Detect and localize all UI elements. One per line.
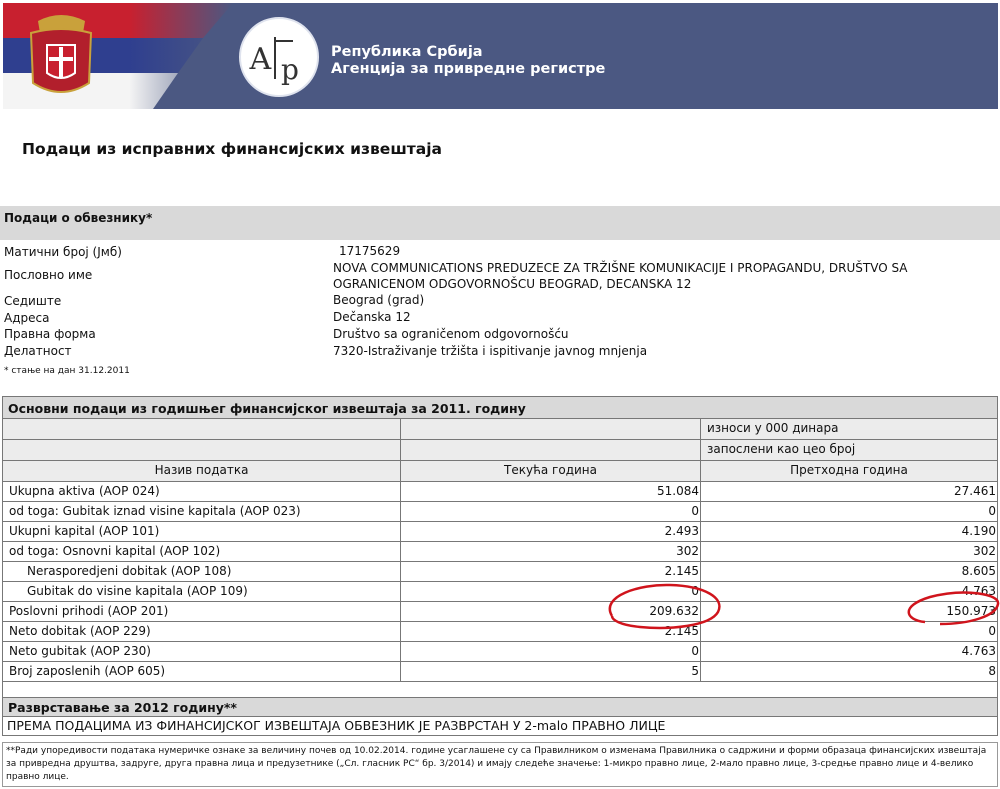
- financial-table: [2, 396, 998, 706]
- table-row-current: 0: [401, 642, 701, 662]
- table-row-label: Ukupna aktiva (AOP 024): [3, 482, 401, 502]
- status-date-note: * стање на дан 31.12.2011: [4, 366, 130, 376]
- banner-title: [331, 44, 605, 78]
- footnote: **Ради упоредивости података нумеричке ознаке за величину почев од 10.02.2014. године усаглашене су са Правилником о изменама Правилника о садржини и форми образаца финансијских извештаја за привредна друштва, задруге, друга правна лица и предузетнике („Сл. гласник РС“ бр. 3/2014) и имају следеће значење: 1-микро правно лице, 2-мало правно лице, 3-средње правно лице и 4-велико правно лице.: [2, 742, 998, 787]
- page-title: Подаци из исправних финансијских извештаја: [22, 140, 442, 158]
- apr-logo: [239, 17, 319, 97]
- table-row-previous: 302: [701, 542, 997, 562]
- table-row-previous: 4.190: [701, 522, 997, 542]
- financial-table-title: Основни подаци из годишњег финансијског извештаја за 2011. годину: [3, 397, 997, 419]
- table-row-previous: 4.763: [701, 582, 997, 602]
- apr-logo-icon: [241, 19, 317, 95]
- company-field-label: Седиште: [4, 294, 62, 308]
- table-row-current: 0: [401, 502, 701, 522]
- company-section-header: Подаци о обвезнику*: [0, 206, 1000, 240]
- company-field-value: 17175629: [339, 244, 401, 258]
- company-field-value: 7320-Istraživanje tržišta i ispitivanje javnog mnjenja: [333, 344, 648, 358]
- empty-cell: [401, 440, 701, 461]
- column-header-previous: Претходна година: [701, 461, 997, 482]
- table-row-label: Neto gubitak (AOP 230): [3, 642, 401, 662]
- table-row-current: 0: [401, 582, 701, 602]
- table-row-previous: 8: [701, 662, 997, 682]
- company-field-label: Правна форма: [4, 327, 96, 341]
- table-row-label: Neto dobitak (AOP 229): [3, 622, 401, 642]
- country-name: Република Србија: [331, 44, 483, 60]
- company-field-value: Dečanska 12: [333, 310, 411, 324]
- units-note: износи у 000 динара: [701, 419, 997, 440]
- table-row-previous: 150.973: [701, 602, 997, 622]
- table-row-current: 209.632: [401, 602, 701, 622]
- table-row-previous: 4.763: [701, 642, 997, 662]
- table-row-label: Ukupni kapital (AOP 101): [3, 522, 401, 542]
- table-row-current: 51.084: [401, 482, 701, 502]
- classification-header: Разврставање за 2012 годину**: [2, 697, 998, 717]
- employees-note: запослени као цео број: [701, 440, 997, 461]
- table-row-previous: 0: [701, 502, 997, 522]
- header-banner: [3, 3, 998, 109]
- company-field-value: NOVA COMMUNICATIONS PREDUZECE ZA TRŽIŠNE KOMUNIKACIJE I PROPAGANDU, DRUŠTVO SA OGRANICENOM ODGOVORNOŠCU BEOGRAD, DECANSKA 12: [333, 261, 908, 291]
- table-row-label: od toga: Gubitak iznad visine kapitala (AOP 023): [3, 502, 401, 522]
- agency-name: Агенција за привредне регистре: [331, 61, 606, 77]
- empty-cell: [3, 440, 401, 461]
- empty-cell: [401, 419, 701, 440]
- table-row-current: 302: [401, 542, 701, 562]
- table-row-label: Broj zaposlenih (AOP 605): [3, 662, 401, 682]
- table-row-label: Gubitak do visine kapitala (AOP 109): [3, 582, 401, 602]
- table-row-previous: 8.605: [701, 562, 997, 582]
- company-field-value: Beograd (grad): [333, 293, 425, 307]
- table-row-label: od toga: Osnovni kapital (AOP 102): [3, 542, 401, 562]
- svg-text:А: А: [249, 42, 272, 77]
- table-row-previous: 27.461: [701, 482, 997, 502]
- column-header-name: Назив податка: [3, 461, 401, 482]
- classification-text: ПРЕМА ПОДАЦИМА ИЗ ФИНАНСИЈСКОГ ИЗВЕШТАЈА ОБВЕЗНИК ЈЕ РАЗВРСТАН У 2-malo ПРАВНО ЛИЦЕ: [2, 717, 998, 736]
- company-field-label: Делатност: [4, 344, 72, 358]
- column-header-current: Текућа година: [401, 461, 701, 482]
- table-row-current: 2.493: [401, 522, 701, 542]
- table-row-current: 2.145: [401, 622, 701, 642]
- company-field-label: Адреса: [4, 311, 50, 325]
- table-row-current: 2.145: [401, 562, 701, 582]
- svg-text:р: р: [281, 53, 299, 86]
- table-row-previous: 0: [701, 622, 997, 642]
- table-row-label: Poslovni prihodi (AOP 201): [3, 602, 401, 622]
- company-field-label: Матични број (Јмб): [4, 245, 122, 259]
- table-row-current: 5: [401, 662, 701, 682]
- empty-cell: [3, 419, 401, 440]
- serbian-flag-coat-of-arms-icon: [3, 3, 233, 109]
- table-row-label: Nerasporedjeni dobitak (AOP 108): [3, 562, 401, 582]
- company-field-value: Društvo sa ograničenom odgovornošću: [333, 327, 569, 341]
- company-field-label: Пословно име: [4, 268, 93, 282]
